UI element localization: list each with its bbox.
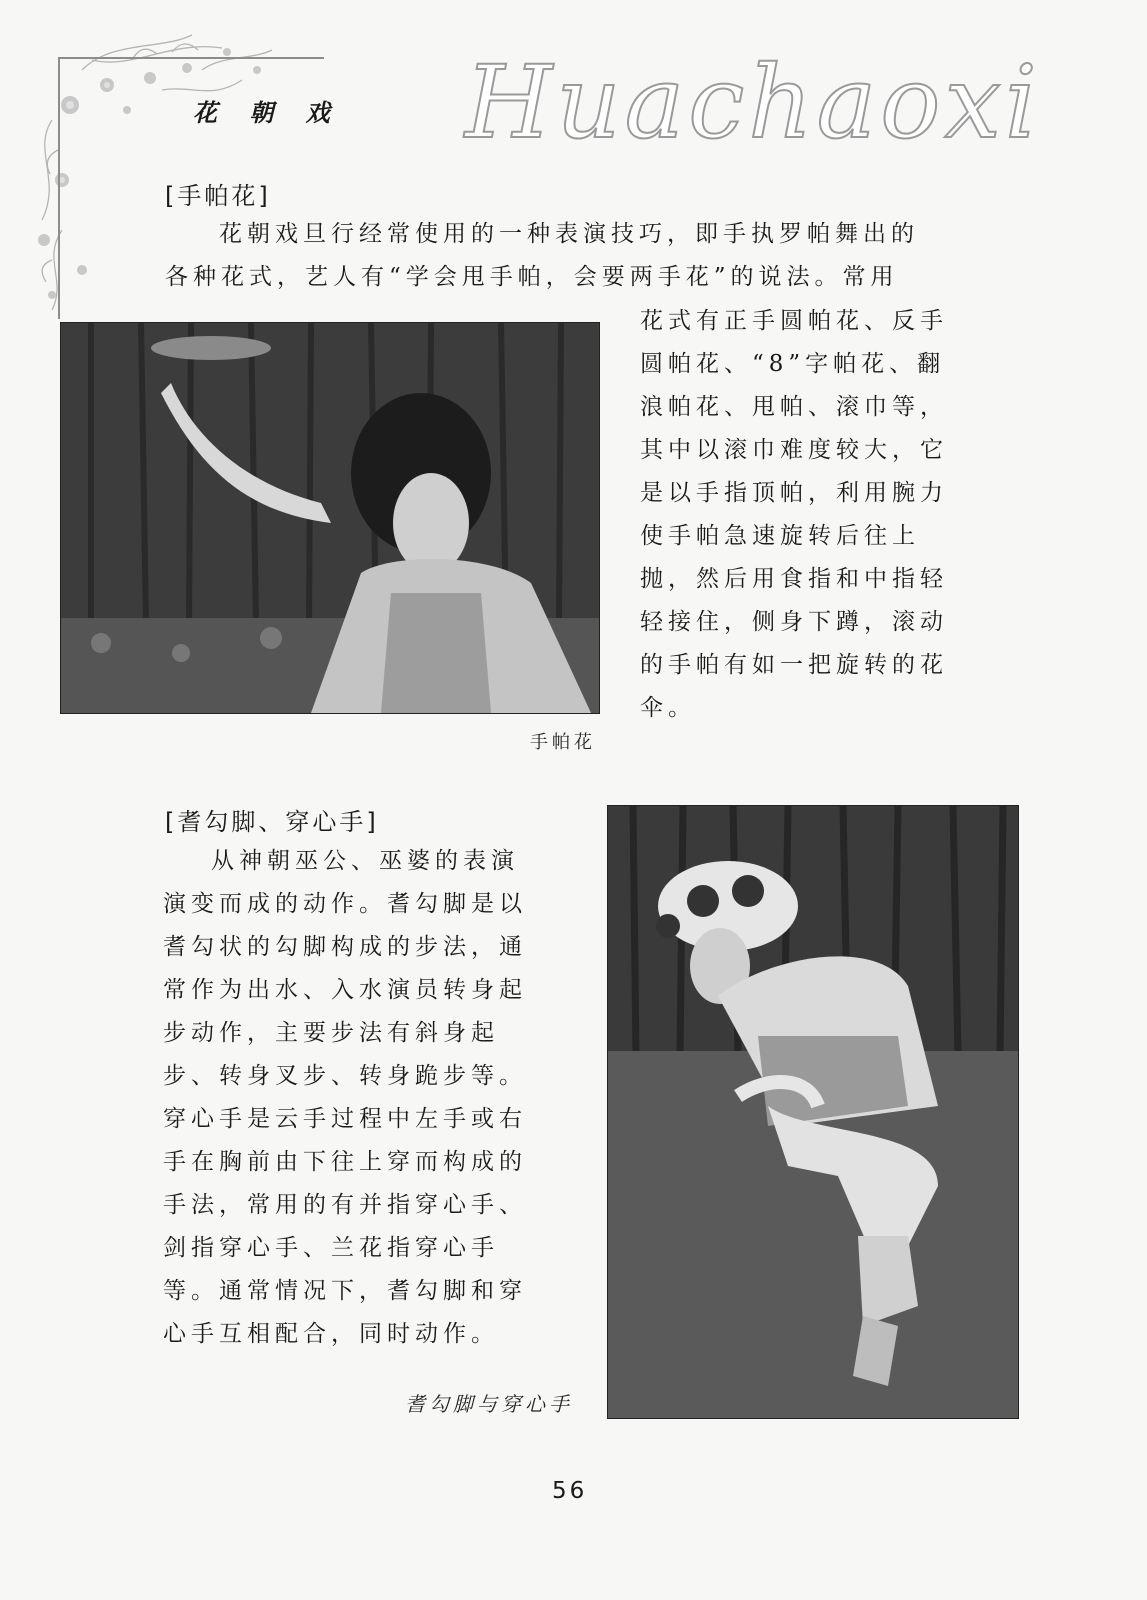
text-line: 伞。 (640, 695, 696, 721)
script-title-text: Huachaoxi (465, 44, 1041, 161)
text-line: 的手帕有如一把旋转的花 (640, 652, 948, 678)
text-line: 轻接住，侧身下蹲，滚动 (640, 609, 948, 635)
text-line: 其中以滚巾难度较大，它 (640, 437, 948, 463)
section-heading-hook-foot: [耆勾脚、穿心手] (165, 808, 379, 836)
text-line: 圆帕花、“8”字帕花、翻 (640, 351, 946, 377)
text-line: 剑指穿心手、兰花指穿心手 (163, 1235, 499, 1261)
text-line: 穿心手是云手过程中左手或右 (163, 1106, 527, 1132)
section1-side-text (640, 300, 990, 730)
text-line: 花朝戏旦行经常使用的一种表演技巧，即手执罗帕舞出的 (219, 221, 919, 247)
text-line: 使手帕急速旋转后往上 (640, 523, 920, 549)
text-line: 心手互相配合，同时动作。 (163, 1321, 499, 1347)
text-line: 步动作，主要步法有斜身起 (163, 1020, 499, 1046)
text-line: 步、转身叉步、转身跪步等。 (163, 1063, 527, 1089)
text-line: 浪帕花、甩帕、滚巾等， (640, 394, 948, 420)
text-line: 手在胸前由下往上穿而构成的 (163, 1149, 527, 1175)
photo-handkerchief-dance (60, 322, 600, 714)
photo-hook-foot-dance (607, 805, 1019, 1419)
photo-caption-hook-foot: 耆勾脚与穿心手 (405, 1392, 573, 1416)
text-line: 常作为出水、入水演员转身起 (163, 977, 527, 1003)
section2-body-text (163, 840, 563, 1356)
text-line: 演变而成的动作。耆勾脚是以 (163, 891, 527, 917)
frame-line-left (58, 57, 60, 319)
section-heading-handkerchief: [手帕花] (165, 182, 271, 210)
text-line: 各种花式，艺人有“学会甩手帕，会要两手花”的说法。常用 (165, 264, 899, 290)
text-line: 抛，然后用食指和中指轻 (640, 566, 948, 592)
text-line: 耆勾状的勾脚构成的步法，通 (163, 934, 527, 960)
text-line: 花式有正手圆帕花、反手 (640, 308, 948, 334)
page-number: 56 (552, 1478, 588, 1504)
text-line: 从神朝巫公、巫婆的表演 (211, 848, 519, 874)
script-title-logo (455, 42, 1055, 172)
text-line: 是以手指顶帕，利用腕力 (640, 480, 948, 506)
text-line: 等。通常情况下，耆勾脚和穿 (163, 1278, 527, 1304)
running-header-title: 花 朝 戏 (193, 99, 342, 127)
text-line: 手法，常用的有并指穿心手、 (163, 1192, 527, 1218)
photo-caption-handkerchief: 手帕花 (530, 732, 596, 753)
frame-line-top (58, 57, 324, 59)
section1-intro-text (165, 213, 985, 299)
